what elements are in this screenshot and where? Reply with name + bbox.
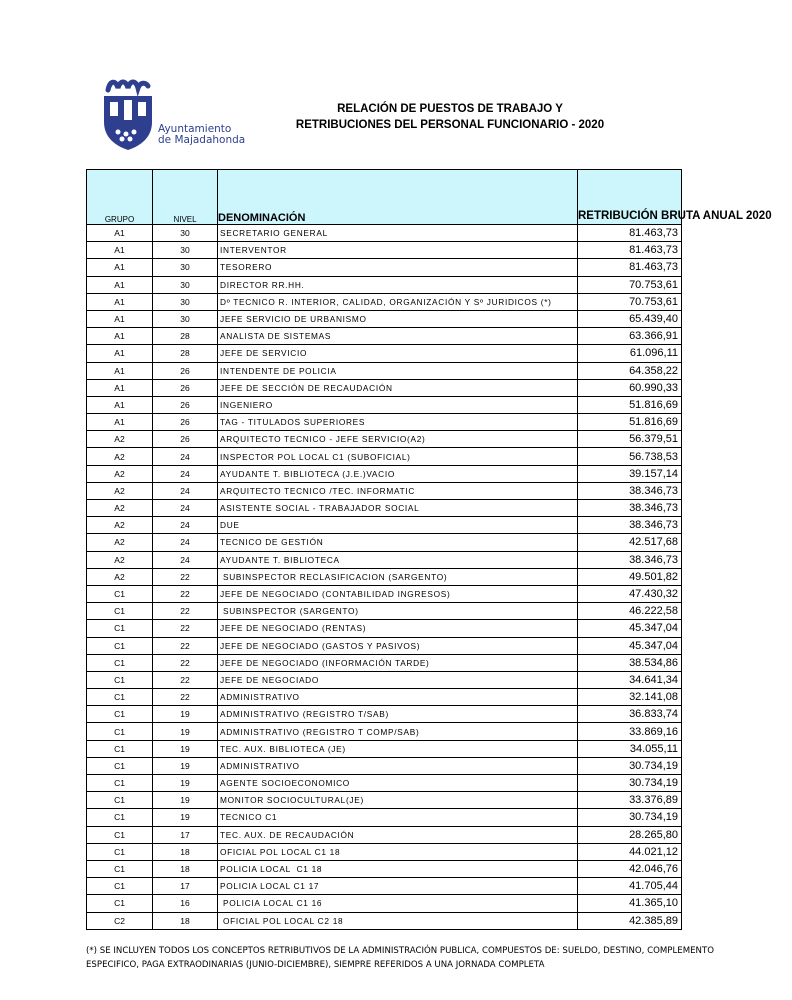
cell-denominacion: DUE xyxy=(218,517,578,534)
cell-grupo: C1 xyxy=(87,585,153,602)
cell-retribucion: 39.157,14 xyxy=(578,465,682,482)
title-line1: RELACIÓN DE PUESTOS DE TRABAJO Y xyxy=(337,103,563,115)
cell-retribucion: 42.385,89 xyxy=(578,912,682,929)
cell-nivel: 24 xyxy=(153,500,218,517)
table-row xyxy=(87,293,682,310)
cell-grupo: C1 xyxy=(87,757,153,774)
cell-denominacion: ADMINISTRATIVO (REGISTRO T COMP/SAB) xyxy=(218,723,578,740)
cell-retribucion: 38.534,86 xyxy=(578,654,682,671)
cell-retribucion: 65.439,40 xyxy=(578,310,682,327)
cell-retribucion: 28.265,80 xyxy=(578,826,682,843)
cell-retribucion: 56.738,53 xyxy=(578,448,682,465)
cell-grupo: A1 xyxy=(87,396,153,413)
cell-grupo: C1 xyxy=(87,706,153,723)
table-row xyxy=(87,482,682,499)
table-row xyxy=(87,259,682,276)
cell-denominacion: JEFE DE SERVICIO xyxy=(218,345,578,362)
cell-nivel: 26 xyxy=(153,362,218,379)
cell-denominacion: TEC. AUX. DE RECAUDACIÓN xyxy=(218,826,578,843)
cell-denominacion: OFICIAL POL LOCAL C2 18 xyxy=(218,912,578,929)
cell-nivel: 24 xyxy=(153,534,218,551)
table-row xyxy=(87,792,682,809)
cell-grupo: A1 xyxy=(87,310,153,327)
cell-denominacion: ADMINISTRATIVO xyxy=(218,689,578,706)
salary-table xyxy=(86,169,772,930)
cell-grupo: A2 xyxy=(87,500,153,517)
cell-nivel: 19 xyxy=(153,706,218,723)
cell-grupo: C1 xyxy=(87,895,153,912)
cell-nivel: 18 xyxy=(153,843,218,860)
cell-grupo: A1 xyxy=(87,293,153,310)
cell-denominacion: POLICIA LOCAL C1 16 xyxy=(218,895,578,912)
table-row xyxy=(87,585,682,602)
table-row xyxy=(87,242,682,259)
cell-grupo: C1 xyxy=(87,775,153,792)
cell-retribucion: 34.641,34 xyxy=(578,671,682,688)
cell-retribucion: 34.055,11 xyxy=(578,740,682,757)
table-row xyxy=(87,637,682,654)
header-grupo: GRUPO xyxy=(87,170,153,225)
table-row xyxy=(87,878,682,895)
cell-nivel: 18 xyxy=(153,912,218,929)
cell-nivel: 22 xyxy=(153,585,218,602)
cell-denominacion: MONITOR SOCIOCULTURAL(JE) xyxy=(218,792,578,809)
cell-denominacion: AYUDANTE T. BIBLIOTECA (J.E.)VACIO xyxy=(218,465,578,482)
table-row xyxy=(87,809,682,826)
table-row xyxy=(87,396,682,413)
table-row xyxy=(87,431,682,448)
table-row xyxy=(87,723,682,740)
cell-denominacion: INTENDENTE DE POLICIA xyxy=(218,362,578,379)
page-title xyxy=(250,101,650,133)
cell-grupo: A1 xyxy=(87,362,153,379)
cell-grupo: A2 xyxy=(87,448,153,465)
cell-grupo: A2 xyxy=(87,568,153,585)
cell-grupo: A1 xyxy=(87,414,153,431)
cell-retribucion: 41.705,44 xyxy=(578,878,682,895)
cell-denominacion: JEFE DE NEGOCIADO xyxy=(218,671,578,688)
cell-retribucion: 64.358,22 xyxy=(578,362,682,379)
table-row xyxy=(87,500,682,517)
header-retribucion: RETRIBUCIÓN BRUTA ANUAL 2020 xyxy=(578,170,682,225)
cell-nivel: 26 xyxy=(153,379,218,396)
cell-grupo: C1 xyxy=(87,723,153,740)
table-row xyxy=(87,225,682,242)
cell-nivel: 17 xyxy=(153,826,218,843)
cell-denominacion: POLICIA LOCAL C1 17 xyxy=(218,878,578,895)
cell-grupo: A2 xyxy=(87,482,153,499)
cell-nivel: 30 xyxy=(153,242,218,259)
cell-retribucion: 33.869,16 xyxy=(578,723,682,740)
cell-nivel: 22 xyxy=(153,671,218,688)
cell-nivel: 26 xyxy=(153,414,218,431)
table-row xyxy=(87,328,682,345)
cell-retribucion: 70.753,61 xyxy=(578,293,682,310)
cell-nivel: 28 xyxy=(153,345,218,362)
cell-nivel: 19 xyxy=(153,775,218,792)
table-row xyxy=(87,671,682,688)
cell-retribucion: 81.463,73 xyxy=(578,259,682,276)
cell-grupo: C1 xyxy=(87,689,153,706)
cell-grupo: A1 xyxy=(87,345,153,362)
cell-retribucion: 51.816,69 xyxy=(578,414,682,431)
cell-nivel: 30 xyxy=(153,259,218,276)
cell-retribucion: 38.346,73 xyxy=(578,482,682,499)
cell-nivel: 22 xyxy=(153,654,218,671)
cell-nivel: 17 xyxy=(153,878,218,895)
cell-retribucion: 30.734,19 xyxy=(578,775,682,792)
cell-grupo: C1 xyxy=(87,671,153,688)
cell-retribucion: 81.463,73 xyxy=(578,242,682,259)
cell-grupo: C1 xyxy=(87,740,153,757)
cell-grupo: A1 xyxy=(87,276,153,293)
table-header-row xyxy=(87,170,682,225)
cell-grupo: C1 xyxy=(87,654,153,671)
table-row xyxy=(87,620,682,637)
cell-nivel: 24 xyxy=(153,465,218,482)
cell-retribucion: 61.096,11 xyxy=(578,345,682,362)
cell-retribucion: 41.365,10 xyxy=(578,895,682,912)
title-line2: RETRIBUCIONES DEL PERSONAL FUNCIONARIO - 2020 xyxy=(295,119,605,131)
cell-grupo: A2 xyxy=(87,517,153,534)
cell-grupo: C1 xyxy=(87,637,153,654)
cell-nivel: 24 xyxy=(153,551,218,568)
table-row xyxy=(87,689,682,706)
cell-denominacion: ASISTENTE SOCIAL - TRABAJADOR SOCIAL xyxy=(218,500,578,517)
cell-grupo: A1 xyxy=(87,379,153,396)
cell-retribucion: 45.347,04 xyxy=(578,620,682,637)
cell-grupo: C1 xyxy=(87,860,153,877)
cell-retribucion: 81.463,73 xyxy=(578,225,682,242)
cell-retribucion: 51.816,69 xyxy=(578,396,682,413)
cell-grupo: C1 xyxy=(87,620,153,637)
cell-nivel: 18 xyxy=(153,860,218,877)
cell-grupo: C1 xyxy=(87,843,153,860)
cell-denominacion: INSPECTOR POL LOCAL C1 (SUBOFICIAL) xyxy=(218,448,578,465)
cell-nivel: 22 xyxy=(153,568,218,585)
footnote: (*) SE INCLUYEN TODOS LOS CONCEPTOS RETRIBUTIVOS DE LA ADMINISTRACIÓN PUBLICA, COMPUESTOS DE: SUELDO, DESTINO, COMPLEMENTO ESPECIFICO, PAGA EXTRAODINARIAS (JUNIO-DICIEMBRE), SIEMPRE REFERIDOS A UNA JORNADA COMPLETA xyxy=(86,946,714,970)
cell-nivel: 22 xyxy=(153,603,218,620)
cell-grupo: A1 xyxy=(87,259,153,276)
table-row xyxy=(87,603,682,620)
table-row xyxy=(87,414,682,431)
cell-grupo: A2 xyxy=(87,551,153,568)
cell-grupo: C1 xyxy=(87,809,153,826)
cell-denominacion: SECRETARIO GENERAL xyxy=(218,225,578,242)
cell-retribucion: 38.346,73 xyxy=(578,500,682,517)
table-row xyxy=(87,448,682,465)
cell-grupo: C1 xyxy=(87,792,153,809)
cell-retribucion: 70.753,61 xyxy=(578,276,682,293)
cell-denominacion: JEFE DE SECCIÓN DE RECAUDACIÓN xyxy=(218,379,578,396)
cell-retribucion: 56.379,51 xyxy=(578,431,682,448)
cell-denominacion: TEC. AUX. BIBLIOTECA (JE) xyxy=(218,740,578,757)
table-row xyxy=(87,276,682,293)
cell-retribucion: 33.376,89 xyxy=(578,792,682,809)
table-row xyxy=(87,740,682,757)
table-row xyxy=(87,826,682,843)
cell-denominacion: ADMINISTRATIVO xyxy=(218,757,578,774)
table-row xyxy=(87,379,682,396)
organization-name xyxy=(158,124,245,146)
table-row xyxy=(87,757,682,774)
table-row xyxy=(87,654,682,671)
table-row xyxy=(87,345,682,362)
table-row xyxy=(87,568,682,585)
cell-retribucion: 36.833,74 xyxy=(578,706,682,723)
cell-denominacion: OFICIAL POL LOCAL C1 18 xyxy=(218,843,578,860)
cell-grupo: A1 xyxy=(87,328,153,345)
table-row xyxy=(87,465,682,482)
table-row xyxy=(87,534,682,551)
cell-denominacion: TAG - TITULADOS SUPERIORES xyxy=(218,414,578,431)
organization-name-line1: Ayuntamiento xyxy=(158,123,232,135)
cell-retribucion: 42.517,68 xyxy=(578,534,682,551)
cell-denominacion: TECNICO C1 xyxy=(218,809,578,826)
cell-nivel: 19 xyxy=(153,740,218,757)
cell-denominacion: TECNICO DE GESTIÓN xyxy=(218,534,578,551)
cell-nivel: 28 xyxy=(153,328,218,345)
cell-retribucion: 38.346,73 xyxy=(578,551,682,568)
cell-denominacion: SUBINSPECTOR (SARGENTO) xyxy=(218,603,578,620)
cell-nivel: 24 xyxy=(153,517,218,534)
table-row xyxy=(87,775,682,792)
table-row xyxy=(87,310,682,327)
cell-denominacion: INTERVENTOR xyxy=(218,242,578,259)
table-row xyxy=(87,551,682,568)
cell-grupo: C1 xyxy=(87,878,153,895)
cell-nivel: 22 xyxy=(153,689,218,706)
cell-nivel: 30 xyxy=(153,225,218,242)
table-row xyxy=(87,843,682,860)
cell-grupo: C1 xyxy=(87,826,153,843)
coat-of-arms-icon xyxy=(100,76,160,152)
cell-grupo: A1 xyxy=(87,225,153,242)
cell-grupo: A2 xyxy=(87,431,153,448)
cell-grupo: A1 xyxy=(87,242,153,259)
cell-retribucion: 44.021,12 xyxy=(578,843,682,860)
table-row xyxy=(87,517,682,534)
table-body xyxy=(87,225,682,930)
cell-nivel: 19 xyxy=(153,809,218,826)
cell-nivel: 22 xyxy=(153,637,218,654)
cell-denominacion: AYUDANTE T. BIBLIOTECA xyxy=(218,551,578,568)
cell-grupo: A2 xyxy=(87,465,153,482)
table-row xyxy=(87,706,682,723)
cell-retribucion: 32.141,08 xyxy=(578,689,682,706)
cell-retribucion: 49.501,82 xyxy=(578,568,682,585)
cell-nivel: 16 xyxy=(153,895,218,912)
cell-grupo: C1 xyxy=(87,603,153,620)
cell-denominacion: JEFE DE NEGOCIADO (RENTAS) xyxy=(218,620,578,637)
cell-denominacion: JEFE DE NEGOCIADO (CONTABILIDAD INGRESOS) xyxy=(218,585,578,602)
cell-nivel: 30 xyxy=(153,276,218,293)
cell-retribucion: 30.734,19 xyxy=(578,757,682,774)
table-row xyxy=(87,860,682,877)
cell-nivel: 24 xyxy=(153,482,218,499)
municipal-logo xyxy=(100,76,260,152)
cell-nivel: 30 xyxy=(153,310,218,327)
cell-retribucion: 38.346,73 xyxy=(578,517,682,534)
cell-denominacion: Dº TECNICO R. INTERIOR, CALIDAD, ORGANIZACIÓN Y Sº JURIDICOS (*) xyxy=(218,293,578,310)
cell-grupo: A2 xyxy=(87,534,153,551)
cell-retribucion: 63.366,91 xyxy=(578,328,682,345)
cell-denominacion: POLICIA LOCAL C1 18 xyxy=(218,860,578,877)
table-row xyxy=(87,895,682,912)
organization-name-line2: de Majadahonda xyxy=(158,134,246,146)
cell-denominacion: TESORERO xyxy=(218,259,578,276)
cell-nivel: 19 xyxy=(153,723,218,740)
cell-denominacion: SUBINSPECTOR RECLASIFICACION (SARGENTO) xyxy=(218,568,578,585)
table-row xyxy=(87,362,682,379)
cell-denominacion: JEFE SERVICIO DE URBANISMO xyxy=(218,310,578,327)
cell-denominacion: AGENTE SOCIOECONOMICO xyxy=(218,775,578,792)
cell-retribucion: 42.046,76 xyxy=(578,860,682,877)
cell-retribucion: 45.347,04 xyxy=(578,637,682,654)
cell-retribucion: 30.734,19 xyxy=(578,809,682,826)
cell-nivel: 22 xyxy=(153,620,218,637)
cell-denominacion: JEFE DE NEGOCIADO (GASTOS Y PASIVOS) xyxy=(218,637,578,654)
cell-grupo: C2 xyxy=(87,912,153,929)
cell-denominacion: ARQUITECTO TECNICO - JEFE SERVICIO(A2) xyxy=(218,431,578,448)
cell-denominacion: INGENIERO xyxy=(218,396,578,413)
cell-retribucion: 60.990,33 xyxy=(578,379,682,396)
cell-nivel: 19 xyxy=(153,792,218,809)
cell-denominacion: ANALISTA DE SISTEMAS xyxy=(218,328,578,345)
cell-nivel: 24 xyxy=(153,448,218,465)
cell-denominacion: DIRECTOR RR.HH. xyxy=(218,276,578,293)
cell-nivel: 26 xyxy=(153,431,218,448)
cell-nivel: 19 xyxy=(153,757,218,774)
cell-denominacion: JEFE DE NEGOCIADO (INFORMACIÓN TARDE) xyxy=(218,654,578,671)
cell-nivel: 30 xyxy=(153,293,218,310)
cell-denominacion: ADMINISTRATIVO (REGISTRO T/SAB) xyxy=(218,706,578,723)
cell-retribucion: 47.430,32 xyxy=(578,585,682,602)
header-denominacion: DENOMINACIÓN xyxy=(218,170,578,225)
cell-retribucion: 46.222,58 xyxy=(578,603,682,620)
table-row xyxy=(87,912,682,929)
header-nivel: NIVEL xyxy=(153,170,218,225)
cell-denominacion: ARQUITECTO TECNICO /TEC. INFORMATIC xyxy=(218,482,578,499)
cell-nivel: 26 xyxy=(153,396,218,413)
